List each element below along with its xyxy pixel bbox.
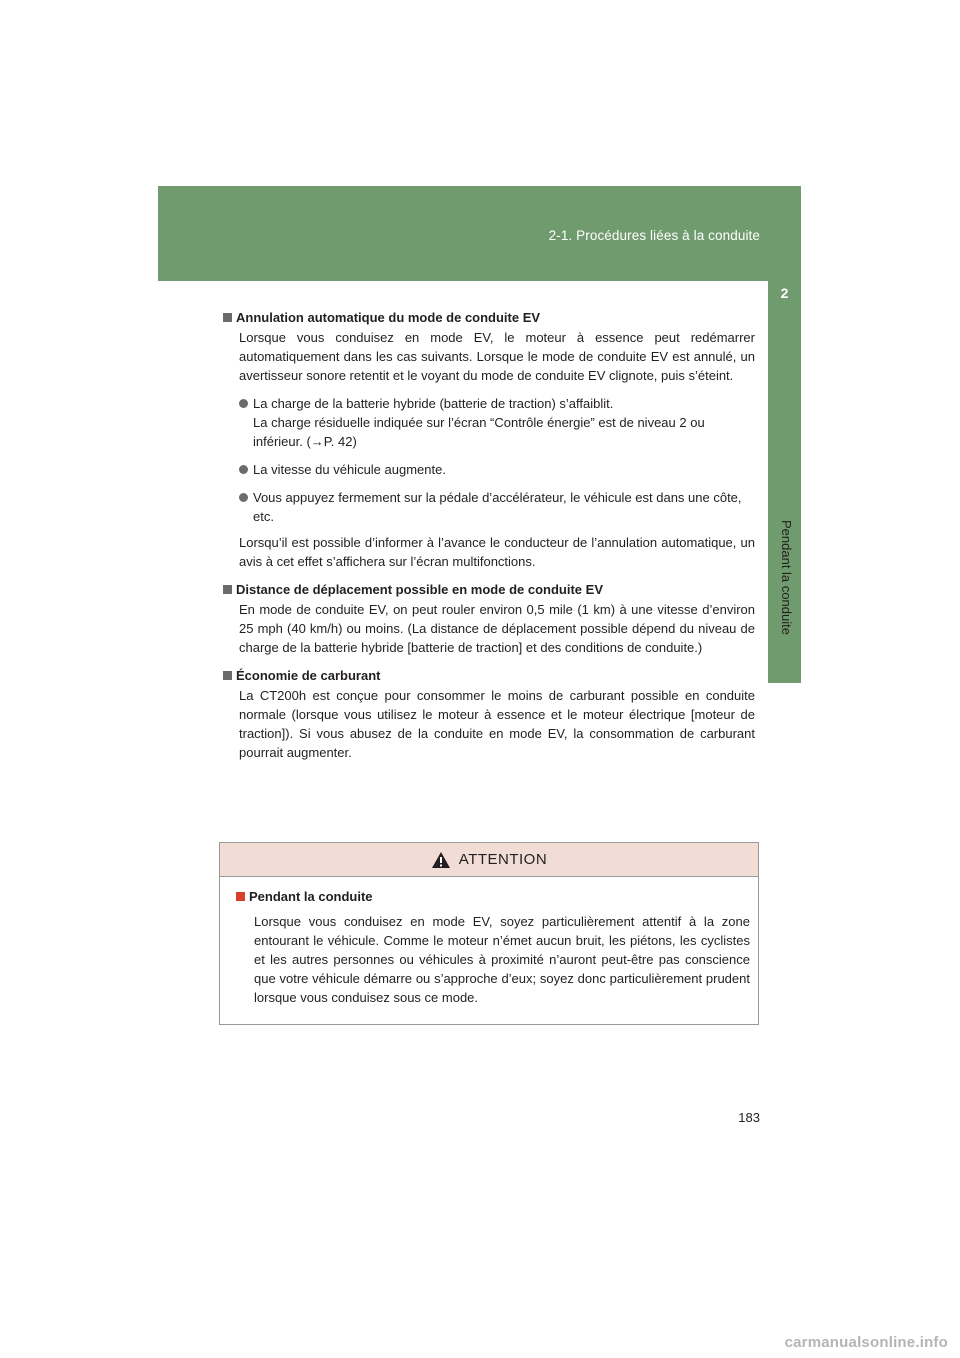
watermark: carmanualsonline.info <box>784 1334 948 1351</box>
section-paragraph: La CT200h est conçue pour consommer le moins de carburant possible en conduite normale (lorsque vous utilisez le moteur à essence et le moteur électrique [moteur de traction]). Si vous abusez de la conduite en mode EV, la consommation de carburant pourrait augmenter. <box>239 688 755 760</box>
section-heading <box>223 580 755 599</box>
section-heading-text: Économie de carburant <box>236 668 381 683</box>
caution-title: ATTENTION <box>458 851 548 868</box>
list-item-text: La vitesse du véhicule augmente. <box>253 462 446 477</box>
list-item <box>239 394 755 451</box>
section-heading-text: Annulation automatique du mode de conduite EV <box>236 310 541 325</box>
square-bullet-icon <box>223 671 232 680</box>
section-title: 2-1. Procédures liées à la conduite <box>548 228 760 243</box>
circle-bullet-icon <box>239 465 248 474</box>
list-item <box>239 460 755 479</box>
section-heading <box>223 666 755 685</box>
chapter-label: Pendant la conduite <box>779 520 794 635</box>
section-heading-text: Distance de déplacement possible en mode de conduite EV <box>236 582 603 597</box>
section-paragraph: Lorsqu’il est possible d’informer à l’avance le conducteur de l’annulation automatique, un avis à cet effet s’affichera sur l’écran multifonctions. <box>239 535 755 569</box>
list-item-subtext: La charge résiduelle indiquée sur l’écran “Contrôle énergie” est de niveau 2 ou inférieur. (→P. 42) <box>253 415 705 449</box>
square-bullet-icon <box>236 892 245 901</box>
page-number: 183 <box>738 1110 760 1125</box>
list-item-text: La charge de la batterie hybride (batterie de traction) s’affaiblit. <box>253 396 614 411</box>
caution-body <box>220 877 758 1007</box>
section-heading <box>223 308 755 327</box>
caution-box <box>219 842 759 1025</box>
header-band <box>158 186 801 281</box>
section-paragraph: En mode de conduite EV, on peut rouler environ 0,5 mile (1 km) à une vitesse d’environ 25 mph (40 km/h) ou moins. (La distance de déplacement possible dépend du niveau de charge de la batterie hybride [batterie de traction] et des conditions de conduite.) <box>239 602 755 655</box>
warning-icon <box>431 851 451 869</box>
caution-header <box>220 843 758 877</box>
caution-heading <box>236 887 750 906</box>
main-content <box>223 308 755 762</box>
section-paragraph: Lorsque vous conduisez en mode EV, le moteur à essence peut redémarrer automatiquement dans les cas suivants. Lorsque le mode de conduite EV est annulé, un avertisseur sonore retentit et le voyant du mode de conduite EV clignote, puis s’éteint. <box>239 330 755 383</box>
caution-heading-text: Pendant la conduite <box>249 889 373 904</box>
chapter-number: 2 <box>780 285 789 301</box>
list-item-text: Vous appuyez fermement sur la pédale d’accélérateur, le véhicule est dans une côte, etc. <box>253 490 742 524</box>
caution-paragraph: Lorsque vous conduisez en mode EV, soyez particulièrement attentif à la zone entourant le véhicule. Comme le moteur n’émet aucun bruit, les piétons, les cyclistes et les autres personnes ou véhicules à proximité n’auront peut-être pas conscience que votre véhicule démarre ou s’approche d’eux; soyez donc particulièrement prudent lorsque vous conduisez sous ce mode. <box>254 914 750 1005</box>
circle-bullet-icon <box>239 493 248 502</box>
list-item <box>239 488 755 526</box>
square-bullet-icon <box>223 585 232 594</box>
circle-bullet-icon <box>239 399 248 408</box>
square-bullet-icon <box>223 313 232 322</box>
